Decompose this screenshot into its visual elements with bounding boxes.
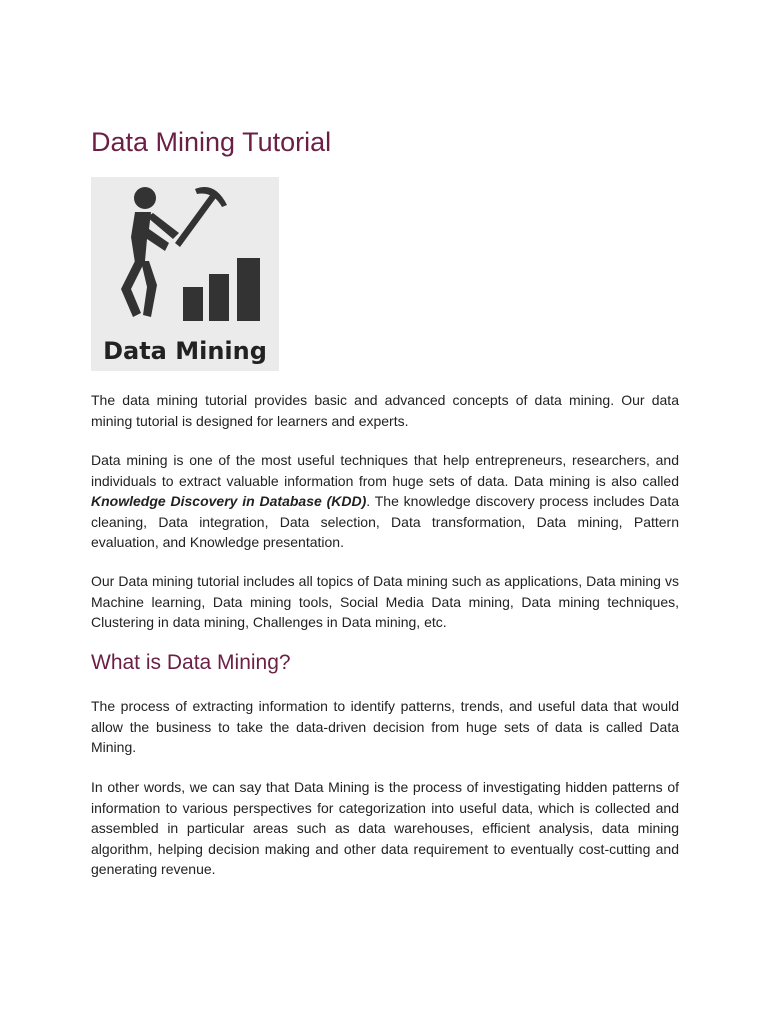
definition-text-start: Data mining is one of the most useful techniques that help entrepreneurs, researchers, and individuals to extract valuable information from huge sets of data. Data mining is also called: [91, 452, 679, 489]
section-heading: What is Data Mining?: [91, 651, 291, 674]
data-mining-logo: [91, 177, 279, 371]
section-paragraph-1: The process of extracting information to identify patterns, trends, and useful data that would allow the business to take the data-driven decision from huge sets of data is called Data Mining.: [91, 698, 679, 755]
topics-paragraph: Our Data mining tutorial includes all topics of Data mining such as applications, Data mining vs Machine learning, Data mining tools, Social Media Data mining, Data mining techniques, Clustering in data mining, Challenges in Data mining, etc.: [91, 573, 679, 630]
definition-text-end: . The knowledge discovery process includes Data cleaning, Data integration, Data selection, Data transformation, Data mining, Pattern evaluation, and Knowledge presentation.: [91, 493, 680, 550]
definition-paragraph: [91, 450, 679, 553]
miner-with-pickaxe-and-bar-chart-icon: [91, 177, 279, 371]
page-title: Data Mining Tutorial: [91, 127, 332, 157]
section-paragraph-2: In other words, we can say that Data Mining is the process of investigating hidden patterns of information to various perspectives for categorization into useful data, which is collected and assembled in particular areas such as data warehouses, efficient analysis, data mining algorithm, helping decision making and other data requirement to eventually cost-cutting and generating revenue.: [91, 779, 679, 877]
kdd-term: Knowledge Discovery in Database (KDD): [91, 493, 367, 509]
intro-paragraph: The data mining tutorial provides basic and advanced concepts of data mining. Our data mining tutorial is designed for learners and experts.: [91, 392, 679, 429]
logo-caption: Data Mining: [103, 337, 267, 365]
